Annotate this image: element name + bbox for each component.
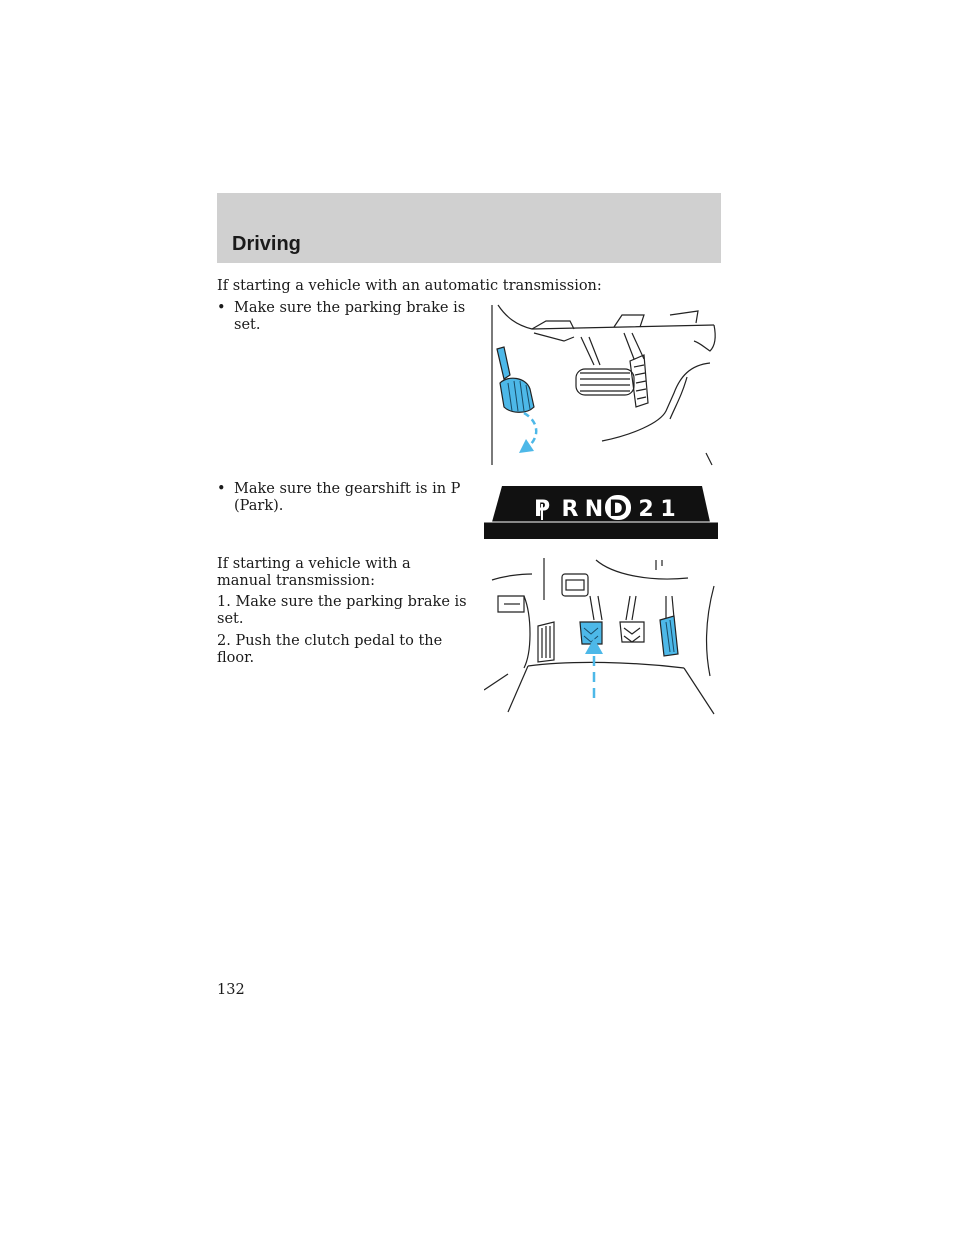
bullet-dot: • xyxy=(217,300,226,316)
bullet-text: Make sure the parking brake is set. xyxy=(234,300,466,333)
manual-intro: If starting a vehicle with a manual transmission: xyxy=(217,556,411,589)
parking-brake-illustration xyxy=(484,303,719,468)
manual-step-1: 1. Make sure the parking brake is set. xyxy=(217,594,467,627)
bullet-dot: • xyxy=(217,481,226,497)
bullet-parking-brake xyxy=(217,300,467,334)
manual-step-2: 2. Push the clutch pedal to the floor. xyxy=(217,633,443,666)
gear-selector-illustration xyxy=(484,482,718,540)
gear-label-2: 2 xyxy=(638,497,654,522)
bullet-gearshift-park xyxy=(217,481,467,515)
page-number: 132 xyxy=(217,982,245,998)
bullet-text: Make sure the gearshift is in P (Park). xyxy=(234,481,461,514)
gear-label-p: P xyxy=(533,497,551,522)
gear-label-d: D xyxy=(608,497,628,522)
gear-label-1: 1 xyxy=(660,497,676,522)
gear-label-n: N xyxy=(584,497,604,522)
gear-label-r: R xyxy=(561,497,579,522)
section-title: Driving xyxy=(232,233,301,255)
clutch-pedal-illustration xyxy=(484,556,719,718)
automatic-intro: If starting a vehicle with an automatic transmission: xyxy=(217,278,602,294)
